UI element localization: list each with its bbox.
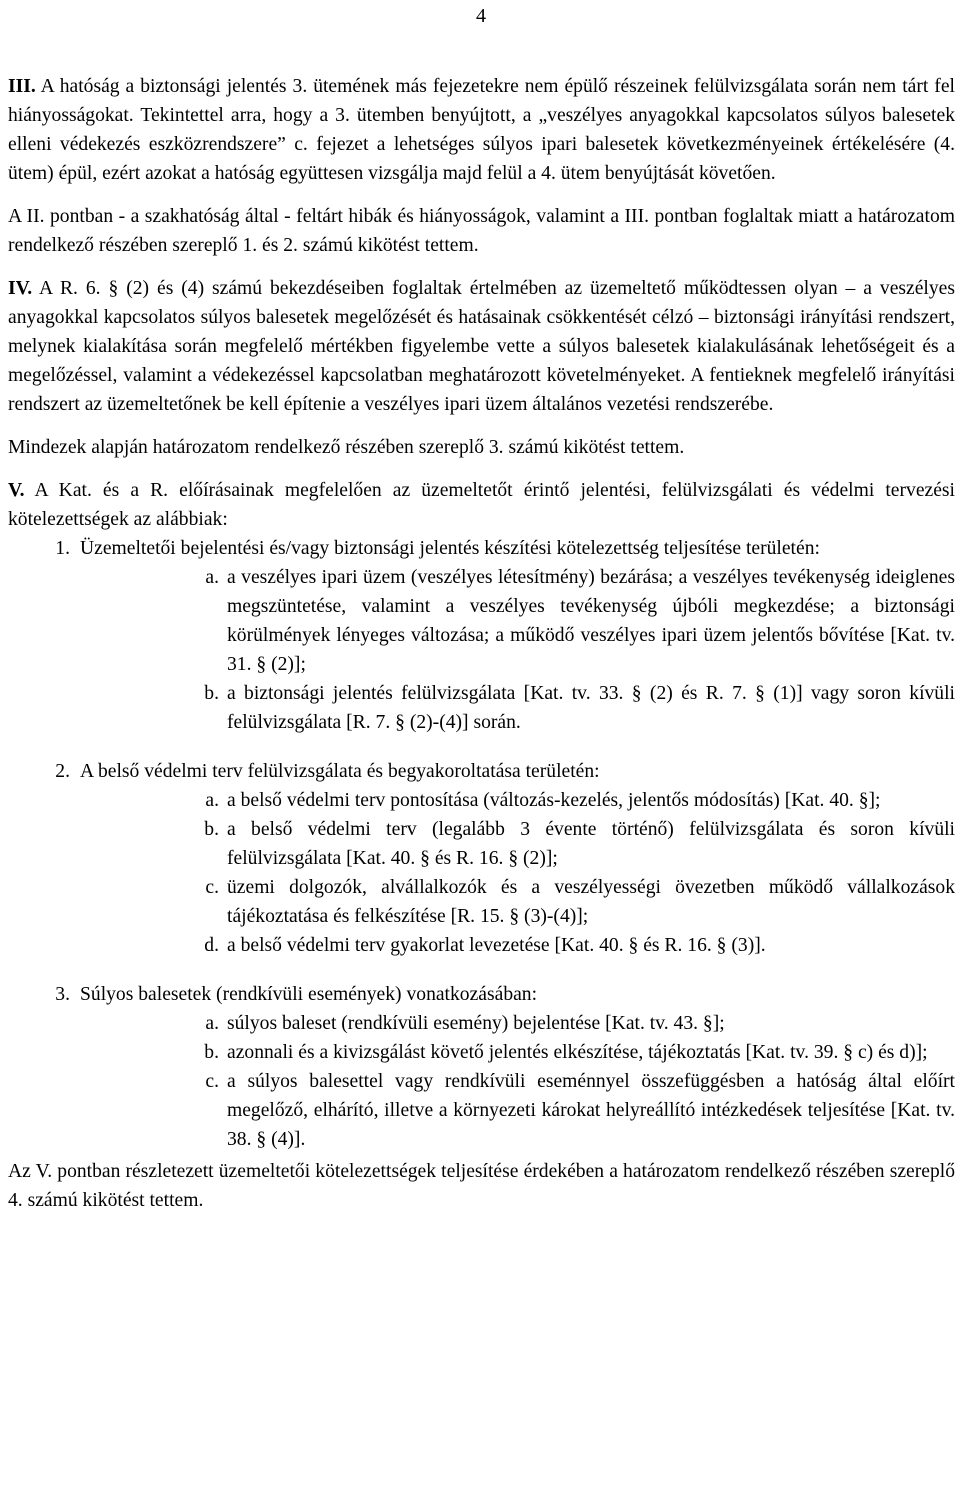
section-iv-conclusion: Mindezek alapján határozatom rendelkező részében szereplő 3. számú kikötést tettem. xyxy=(8,437,685,458)
sub-item-text: a biztonsági jelentés felülvizsgálata [Kat. tv. 33. § (2) és R. 7. § (1)] vagy soron kívüli felülvizsgálata [R. 7. § (2)-(4)] során. xyxy=(227,683,955,733)
list-item-number: 3. xyxy=(55,984,70,1005)
section-iv-heading: IV. xyxy=(8,278,33,299)
sub-item-label: a. xyxy=(205,1013,219,1034)
list-item xyxy=(8,534,955,737)
sub-item xyxy=(80,815,955,873)
sub-item-text: a belső védelmi terv pontosítása (változás-kezelés, jelentős módosítás) [Kat. 40. §]; xyxy=(227,790,881,811)
sub-item-text: a belső védelmi terv gyakorlat levezetése [Kat. 40. § és R. 16. § (3)]. xyxy=(227,935,766,956)
page-number: 4 xyxy=(476,5,486,27)
list-item-title: A belső védelmi terv felülvizsgálata és begyakoroltatása területén: xyxy=(80,761,600,782)
sub-item-label: a. xyxy=(205,790,219,811)
sub-item xyxy=(80,786,955,815)
section-v-heading: V. xyxy=(8,480,25,501)
sub-item-text: üzemi dolgozók, alvállalkozók és a veszélyességi övezetben működő vállalkozások tájékoztatása és felkészítése [R. 15. § (3)-(4)]; xyxy=(227,877,955,927)
document-body xyxy=(8,72,955,1215)
sub-item-label: c. xyxy=(205,1071,219,1092)
list-item-number: 2. xyxy=(55,761,70,782)
sub-item-label: a. xyxy=(205,567,219,588)
list-item xyxy=(8,980,955,1154)
sub-item-label: b. xyxy=(204,1042,219,1063)
section-iv-paragraph xyxy=(8,274,955,419)
sub-item xyxy=(80,563,955,679)
sub-item-text: azonnali és a kivizsgálást követő jelentés elkészítése, tájékoztatás [Kat. tv. 39. § c) és d)]; xyxy=(227,1042,928,1063)
sub-item xyxy=(80,1009,955,1038)
list-item-number: 1. xyxy=(55,538,70,559)
sub-item-label: b. xyxy=(204,819,219,840)
list-item xyxy=(8,757,955,960)
section-iii-conclusion: A II. pontban - a szakhatóság által - feltárt hibák és hiányosságok, valamint a III. pontban foglaltak miatt a határozatom rendelkező részében szereplő 1. és 2. számú kikötést tettem. xyxy=(8,206,955,256)
section-iv-text: A R. 6. § (2) és (4) számú bekezdéseiben foglaltak értelmében az üzemeltető működtessen olyan – a veszélyes anyagokkal kapcsolatos súlyos balesetek megelőzését és hatásainak csökkentését célzó – biztonsági irányítási rendszert, melynek kialakítása során megfelelő mértékben figyelembe vette a súlyos balesetek kialakulásának lehetőségeit és a megelőzéssel, valamint a védekezéssel kapcsolatban meghatározott követelményeket. A fentieknek megfelelő irányítási rendszert az üzemeltetőnek be kell építenie a veszélyes ipari üzem általános vezetési rendszerébe. xyxy=(8,278,955,415)
section-v-intro: A Kat. és a R. előírásainak megfelelően az üzemeltetőt érintő jelentési, felülvizsgálati és védelmi tervezési kötelezettségek az alábbiak: xyxy=(8,480,955,530)
section-v-paragraph xyxy=(8,476,955,534)
sub-item-label: b. xyxy=(204,683,219,704)
section-iii-heading: III. xyxy=(8,76,36,97)
sub-item-label: c. xyxy=(205,877,219,898)
sub-item xyxy=(80,1038,955,1067)
sub-item xyxy=(80,873,955,931)
sub-item-text: a súlyos balesettel vagy rendkívüli eseménnyel összefüggésben a hatóság által előírt megelőző, elhárító, illetve a környezeti károkat helyreállító intézkedések teljesítése [Kat. tv. 38. § (4)]. xyxy=(227,1071,955,1150)
sub-item-text: súlyos baleset (rendkívüli esemény) bejelentése [Kat. tv. 43. §]; xyxy=(227,1013,725,1034)
sub-item xyxy=(80,931,955,960)
section-iii-paragraph xyxy=(8,72,955,188)
sub-item xyxy=(80,679,955,737)
sub-item-text: a veszélyes ipari üzem (veszélyes létesítmény) bezárása; a veszélyes tevékenység ideiglenes megszüntetése, valamint a veszélyes tevékenység újbóli megkezdése; a biztonsági körülmények lényeges változása; a működő veszélyes ipari üzem jelentős bővítése [Kat. tv. 31. § (2)]; xyxy=(227,567,955,675)
sub-item xyxy=(80,1067,955,1154)
list-item-title: Üzemeltetői bejelentési és/vagy biztonsági jelentés készítési kötelezettség teljesítése területén: xyxy=(80,538,820,559)
section-v-closing: Az V. pontban részletezett üzemeltetői kötelezettségek teljesítése érdekében a határozatom rendelkező részében szereplő 4. számú kikötést tettem. xyxy=(8,1161,955,1211)
obligations-list xyxy=(8,534,955,1154)
section-iii-text: A hatóság a biztonsági jelentés 3. ütemének más fejezetekre nem épülő részeinek felülvizsgálata során nem tárt fel hiányosságokat. Tekintettel arra, hogy a 3. ütemben benyújtott, a „veszélyes anyagokkal kapcsolatos súlyos balesetek elleni védekezés eszközrendszere” c. fejezet a lehetséges súlyos ipari balesetek következményeinek értékelésére (4. ütem) épül, ezért azokat a hatóság együttesen vizsgálja majd felül a 4. ütem benyújtását követően. xyxy=(8,76,955,184)
sub-item-label: d. xyxy=(204,935,219,956)
list-item-title: Súlyos balesetek (rendkívüli események) vonatkozásában: xyxy=(80,984,538,1005)
sub-item-text: a belső védelmi terv (legalább 3 évente történő) felülvizsgálata és soron kívüli felülvizsgálata [Kat. 40. § és R. 16. § (2)]; xyxy=(227,819,955,869)
